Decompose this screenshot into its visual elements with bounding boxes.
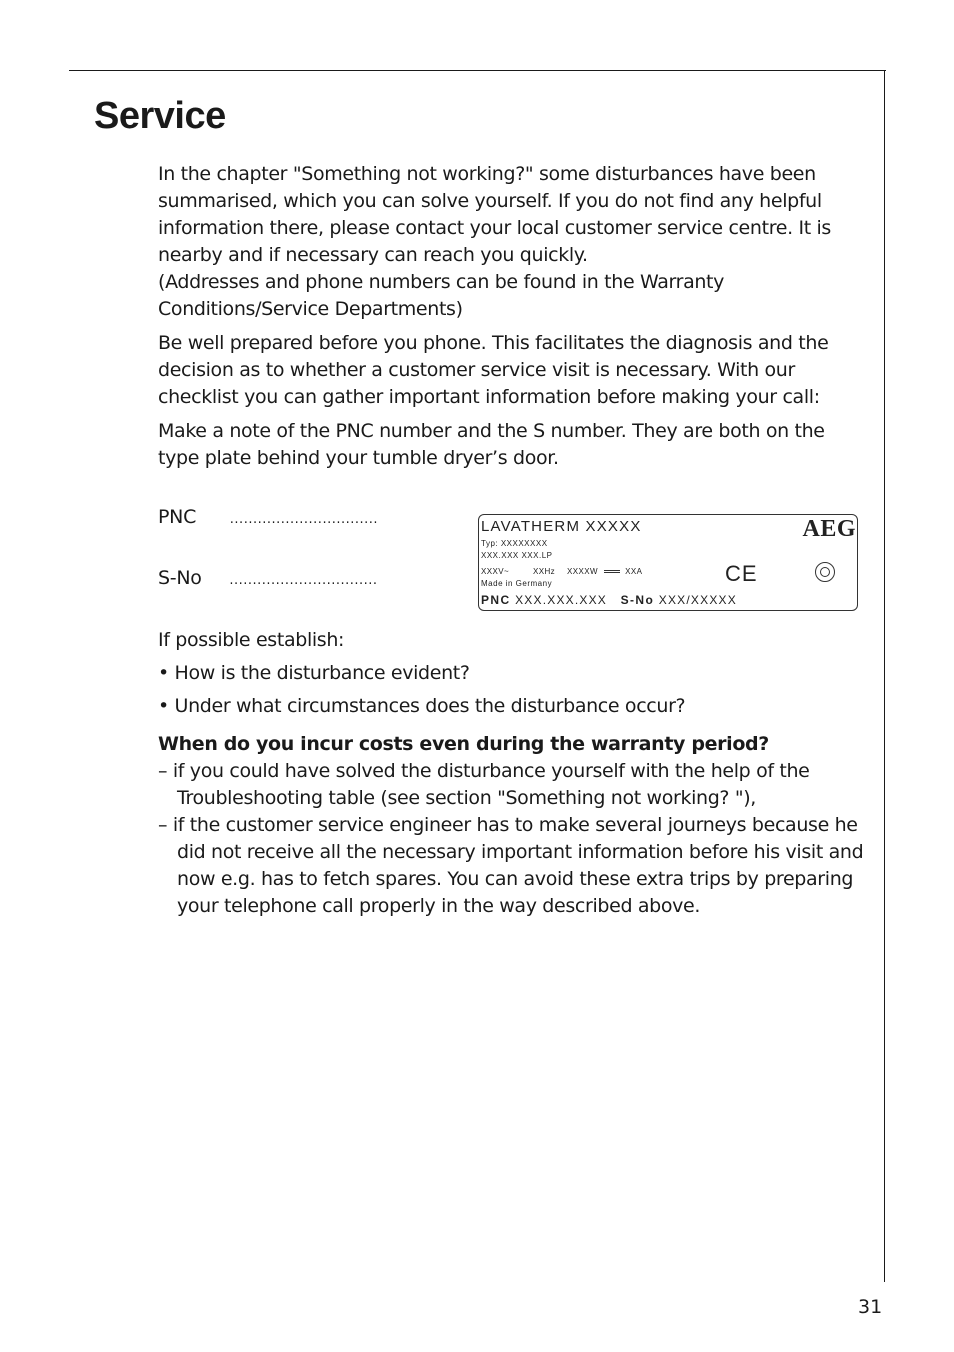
right-rule xyxy=(884,70,885,1282)
plate-sno-label: S-No xyxy=(620,593,655,607)
plate-pnc-value: XXX.XXX.XXX xyxy=(515,593,607,607)
sno-blank-line: ................................ xyxy=(229,573,378,588)
body-text xyxy=(158,161,868,479)
costs-heading: When do you incur costs even during the warranty period? xyxy=(158,733,769,755)
pnc-field xyxy=(158,506,378,528)
plate-hz: XXHz xyxy=(533,567,556,576)
plate-made-in: Made in Germany xyxy=(481,579,553,588)
plate-numbers xyxy=(481,593,737,607)
bullet-item: • How is the disturbance evident? xyxy=(158,662,470,684)
plate-amp: XXA xyxy=(625,567,643,576)
brand-logo: AEG xyxy=(802,516,856,542)
certification-seal-icon xyxy=(815,562,835,582)
sno-label: S-No xyxy=(158,567,202,589)
connector-icon xyxy=(604,570,620,573)
type-plate xyxy=(478,514,858,611)
plate-typ: Typ: XXXXXXXX xyxy=(481,539,548,548)
bullet-item: • Under what circumstances does the disturbance occur? xyxy=(158,695,686,717)
plate-pnc-label: PNC xyxy=(481,593,511,607)
plate-code: XXX.XXX XXX.LP xyxy=(481,551,553,560)
plate-model: LAVATHERM XXXXX xyxy=(481,518,642,535)
pnc-label: PNC xyxy=(158,506,197,528)
page-title: Service xyxy=(94,95,226,137)
top-rule xyxy=(69,70,886,71)
addresses-note: (Addresses and phone numbers can be found in the Warranty Conditions/Service Departments) xyxy=(158,271,725,320)
prepare-paragraph: Be well prepared before you phone. This facilitates the diagnosis and the decision as to whether a customer service visit is necessary. With our checklist you can gather important information before making your call: xyxy=(158,332,829,408)
page-number: 31 xyxy=(858,1296,883,1318)
dash-item: – if the customer service engineer has to make several journeys because he did not receive all the necessary important information before his visit and now e.g. has to fetch spares. You can avoid these extra trips by preparing your telephone call properly in the way described above. xyxy=(158,814,864,917)
checklist-section xyxy=(158,627,868,920)
pnc-blank-line: ................................ xyxy=(229,512,379,527)
ce-mark-icon: CE xyxy=(725,561,758,586)
plate-watt-amp xyxy=(567,567,642,576)
plate-watt: XXXXW xyxy=(567,567,598,576)
plate-volt: XXXV~ xyxy=(481,567,510,576)
establish-intro: If possible establish: xyxy=(158,629,345,651)
sno-field xyxy=(158,567,378,589)
intro-paragraph: In the chapter "Something not working?" some disturbances have been summarised, which you can solve yourself. If you do not find any helpful information there, please contact your local customer service centre. It is nearby and if necessary can reach you quickly. xyxy=(158,163,831,266)
dash-item: – if you could have solved the disturbance yourself with the help of the Troubleshooting table (see section "Something not working? "), xyxy=(158,760,810,809)
plate-sno-value: XXX/XXXXX xyxy=(658,593,737,607)
note-paragraph: Make a note of the PNC number and the S number. They are both on the type plate behind your tumble dryer’s door. xyxy=(158,420,825,469)
